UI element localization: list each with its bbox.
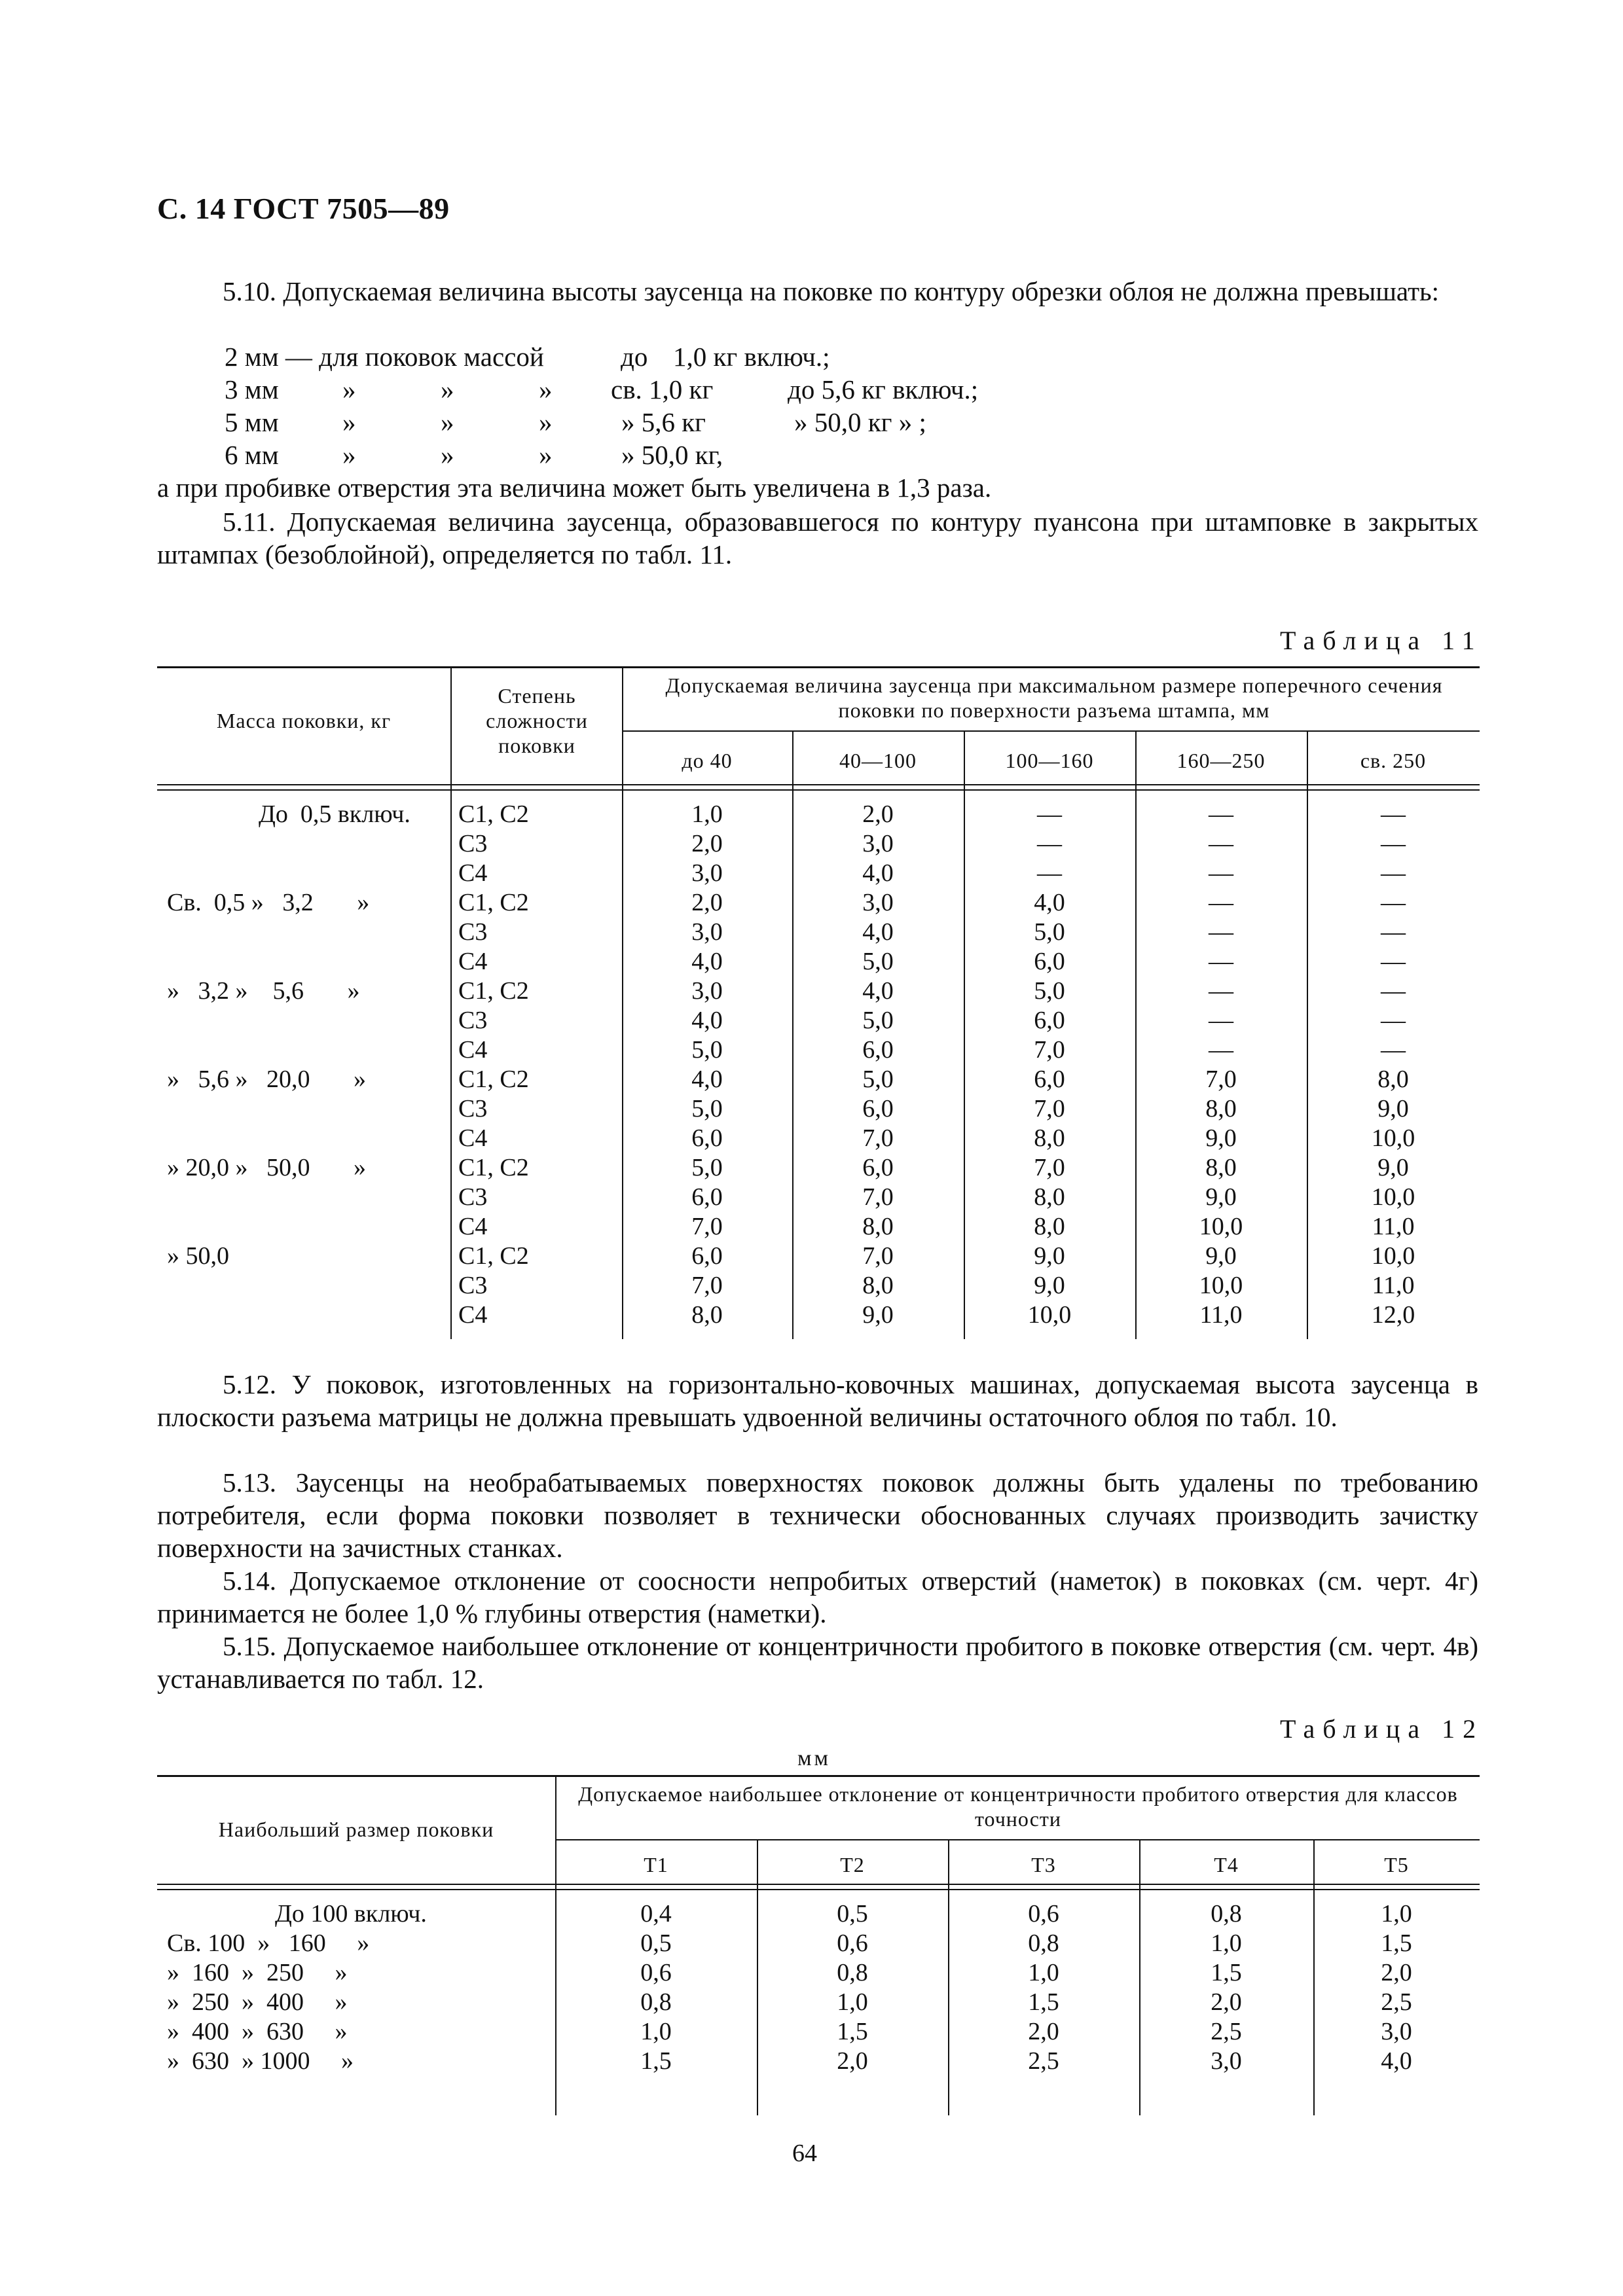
- p510-row-2-f: до 5,6 кг включ.;: [788, 374, 979, 404]
- table-11-value-cell: 9,0: [1377, 1095, 1409, 1122]
- p510-row-2-b: »: [342, 374, 356, 404]
- table-11-value-cell: —: [1381, 800, 1406, 828]
- table-11-value-cell: 4,0: [1034, 889, 1065, 916]
- table-11-degree-cell: С1, С2: [458, 1154, 529, 1181]
- table-11-value-cell: 7,0: [862, 1124, 894, 1152]
- table-11-mass-cell: Св. 0,5 » 3,2 »: [167, 889, 370, 916]
- table-12-value-cell: 1,5: [1381, 1929, 1412, 1957]
- table-11-value-cell: 6,0: [691, 1242, 723, 1270]
- table-11-value-cell: —: [1381, 889, 1406, 916]
- table-11-value-cell: 10,0: [1199, 1272, 1243, 1299]
- table-12-header-rule-b: [157, 1889, 1480, 1890]
- table-11-value-cell: 9,0: [1377, 1154, 1409, 1181]
- table-11-value-cell: 7,0: [862, 1183, 894, 1211]
- table-11-degree-cell: С4: [458, 1301, 488, 1329]
- table-12-value-cell: 0,6: [640, 1959, 672, 1986]
- table-11-value-cell: 8,0: [1205, 1095, 1237, 1122]
- p510-row-1-a: 2 мм — для поковок массой: [225, 342, 544, 372]
- table-11-value-cell: 5,0: [862, 948, 894, 975]
- table-12-size-cell: » 630 » 1000 »: [167, 2047, 354, 2075]
- table-12-value-cell: 1,5: [1211, 1959, 1242, 1986]
- table-11-value-cell: 11,0: [1372, 1272, 1415, 1299]
- page-number: 64: [792, 2140, 817, 2167]
- p510-row-2-d: »: [539, 374, 553, 404]
- p510-row-4-c: »: [441, 440, 454, 470]
- table-11-value-cell: 8,0: [1377, 1066, 1409, 1093]
- table-11-value-cell: —: [1381, 859, 1406, 887]
- table-12-value-cell: 1,0: [837, 1988, 868, 2016]
- table-11-value-cell: —: [1037, 800, 1062, 828]
- table-12-header-rule-a: [157, 1884, 1480, 1885]
- table-12-value-cell: 0,5: [837, 1900, 868, 1928]
- table-11-value-cell: 10,0: [1371, 1183, 1415, 1211]
- table-11-value-cell: 1,0: [691, 800, 723, 828]
- p510-row-4-a: 6 мм: [225, 440, 279, 470]
- table-11-value-cell: —: [1209, 918, 1233, 946]
- table-11-value-cell: —: [1209, 859, 1233, 887]
- table-11-col-mass: Масса поковки, кг: [216, 709, 392, 732]
- table-11-subcol-5: св. 250: [1360, 749, 1427, 772]
- table-12-value-cell: 1,5: [640, 2047, 672, 2075]
- table-12-value-cell: 2,0: [1381, 1959, 1412, 1986]
- table-12-value-cell: 0,8: [837, 1959, 868, 1986]
- table-11-value-cell: 3,0: [691, 859, 723, 887]
- table-11-value-cell: —: [1209, 889, 1233, 916]
- table-11-value-cell: 6,0: [1034, 1007, 1065, 1034]
- table-11-mass-cell: » 20,0 » 50,0 »: [167, 1154, 366, 1181]
- table-11-mass-cell: » 3,2 » 5,6 »: [167, 977, 360, 1005]
- table-12-size-cell: » 400 » 630 »: [167, 2018, 348, 2045]
- table-11-value-cell: —: [1381, 977, 1406, 1005]
- table-11-col-degree: Степень сложности поковки: [486, 684, 588, 757]
- table-11-value-cell: 5,0: [862, 1007, 894, 1034]
- table-11-value-cell: 6,0: [862, 1095, 894, 1122]
- table-11-degree-cell: С4: [458, 859, 488, 887]
- table-12-value-cell: 2,0: [1028, 2018, 1059, 2045]
- table-11-value-cell: 4,0: [862, 859, 894, 887]
- paragraph-5-14: 5.14. Допускаемое отклонение от соосности непробитых отверстий (наметок) в поковках (см. черт. 4г) принимается не более 1,0 % глубины отверстия (наметки).: [157, 1566, 1478, 1628]
- table-11-value-cell: 7,0: [1034, 1036, 1065, 1064]
- table-11-value-cell: 10,0: [1199, 1213, 1243, 1240]
- table-11-degree-cell: С4: [458, 1213, 488, 1240]
- p510-row-4-b: »: [342, 440, 356, 470]
- table-11-header-rule-b: [157, 789, 1480, 791]
- table-12-value-cell: 0,4: [640, 1900, 672, 1928]
- table-12-value-cell: 1,5: [1028, 1988, 1059, 2016]
- table-11-degree-cell: С3: [458, 918, 488, 946]
- table-11-mass-cell: » 50,0: [167, 1242, 229, 1270]
- table-11-degree-cell: С4: [458, 1036, 488, 1064]
- table-11-value-cell: 8,0: [1034, 1213, 1065, 1240]
- table-11-value-cell: 8,0: [1205, 1154, 1237, 1181]
- table-11-value-cell: 8,0: [1034, 1183, 1065, 1211]
- table-12-size-cell: » 160 » 250 »: [167, 1959, 348, 1986]
- table-11-value-cell: 4,0: [862, 918, 894, 946]
- p510-row-1-b: до: [621, 342, 648, 372]
- table-11-value-cell: 11,0: [1199, 1301, 1243, 1329]
- table-11-value-cell: 9,0: [1205, 1183, 1237, 1211]
- table-11-degree-cell: С3: [458, 1183, 488, 1211]
- table-12-value-cell: 0,6: [837, 1929, 868, 1957]
- table-12-value-cell: 1,0: [1028, 1959, 1059, 1986]
- table-11-value-cell: 10,0: [1027, 1301, 1072, 1329]
- table-11-value-cell: 7,0: [1205, 1066, 1237, 1093]
- table-11-value-cell: 9,0: [1034, 1272, 1065, 1299]
- p510-row-3-c: »: [441, 407, 454, 437]
- p510-row-3: [225, 406, 926, 439]
- table-11-value-cell: 3,0: [862, 830, 894, 857]
- table-11-value-cell: 9,0: [1205, 1124, 1237, 1152]
- p510-row-1: [225, 340, 830, 373]
- table-11-degree-cell: С1, С2: [458, 1066, 529, 1093]
- paragraph-5-10-intro: 5.10. Допускаемая величина высоты заусенца на поковке по контуру обрезки облоя не должна превышать:: [223, 276, 1440, 306]
- table-11-top-rule: [157, 666, 1480, 668]
- table-11-value-cell: —: [1037, 830, 1062, 857]
- table-11-value-cell: 5,0: [1034, 977, 1065, 1005]
- paragraph-5-15: 5.15. Допускаемое наибольшее отклонение от концентричности пробитого в поковке отверстия (см. черт. 4в) устанавливается по табл. 12.: [157, 1631, 1478, 1694]
- paragraph-5-13: 5.13. Заусенцы на необрабатываемых поверхностях поковок должны быть удалены по требованию потребителя, если форма поковки позволяет в технически обоснованных случаях производить зачистку поверхности на зачистных станках.: [157, 1467, 1478, 1563]
- table-11-degree-cell: С3: [458, 1095, 488, 1122]
- table-11-degree-cell: С3: [458, 1007, 488, 1034]
- table-11-value-cell: —: [1381, 1036, 1406, 1064]
- table-11-value-cell: 7,0: [691, 1272, 723, 1299]
- table-11-value-cell: 9,0: [1205, 1242, 1237, 1270]
- table-11-subcol-3: 100—160: [1005, 749, 1094, 772]
- table-12-subcol-3: Т3: [1031, 1853, 1056, 1876]
- table-12-value-cell: 1,0: [640, 2018, 672, 2045]
- table-12-value-cell: 2,5: [1028, 2047, 1059, 2075]
- table-11-value-cell: 7,0: [1034, 1154, 1065, 1181]
- table-12-value-cell: 2,0: [1211, 1988, 1242, 2016]
- table-11-value-cell: 2,0: [691, 889, 723, 916]
- table-11-value-cell: 6,0: [862, 1154, 894, 1181]
- p510-row-4-d: »: [539, 440, 553, 470]
- table-11-value-cell: 5,0: [691, 1095, 723, 1122]
- p510-row-4: [225, 439, 723, 471]
- table-11-mass-cell: » 5,6 » 20,0 »: [167, 1066, 366, 1093]
- table-12-size-cell: Св. 100 » 160 »: [167, 1929, 370, 1957]
- table-12-units: мм: [797, 1746, 831, 1770]
- table-12-top-rule: [157, 1775, 1480, 1777]
- table-11-header-rule-a: [157, 784, 1480, 785]
- table-12-value-cell: 1,0: [1381, 1900, 1412, 1928]
- table-11-value-cell: —: [1381, 918, 1406, 946]
- table-12-value-cell: 0,8: [640, 1988, 672, 2016]
- table-12-value-cell: 1,0: [1211, 1929, 1242, 1957]
- table-11-value-cell: 7,0: [1034, 1095, 1065, 1122]
- table-12-subcol-5: Т5: [1384, 1853, 1409, 1876]
- p510-row-1-c: 1,0 кг включ.;: [673, 342, 830, 372]
- table-11-value-cell: 5,0: [862, 1066, 894, 1093]
- table-11-value-cell: 3,0: [862, 889, 894, 916]
- table-12-value-cell: 2,5: [1381, 1988, 1412, 2016]
- table-11-value-cell: 4,0: [691, 1066, 723, 1093]
- table-11-degree-cell: С1, С2: [458, 1242, 529, 1270]
- table-11-value-cell: 8,0: [862, 1213, 894, 1240]
- table-12-value-cell: 4,0: [1381, 2047, 1412, 2075]
- table-12-subcol-2: Т2: [840, 1853, 865, 1876]
- table-11-value-cell: 11,0: [1372, 1213, 1415, 1240]
- table-12-col-size: Наибольший размер поковки: [218, 1818, 494, 1841]
- table-12-subcol-1: Т1: [644, 1853, 668, 1876]
- table-12-subcol-4: Т4: [1214, 1853, 1239, 1876]
- table-12-value-cell: 2,0: [837, 2047, 868, 2075]
- table-11-value-cell: 5,0: [1034, 918, 1065, 946]
- table-11-value-cell: 8,0: [691, 1301, 723, 1329]
- paragraph-5-12: 5.12. У поковок, изготовленных на горизонтально-ковочных машинах, допускаемая высота заусенца в плоскости разъема матрицы не должна превышать удвоенной величины остаточного облоя по табл. 10.: [157, 1369, 1478, 1432]
- table-11-caption: Таблица 11: [1280, 626, 1483, 655]
- table-11-subcol-2: 40—100: [839, 749, 917, 772]
- table-11-value-cell: 7,0: [691, 1213, 723, 1240]
- p510-row-4-e: » 50,0 кг,: [621, 440, 723, 470]
- table-12-value-cell: 1,5: [837, 2018, 868, 2045]
- table-12-value-cell: 0,8: [1211, 1900, 1242, 1928]
- table-11-value-cell: 2,0: [691, 830, 723, 857]
- paragraph-5-11: 5.11. Допускаемая величина заусенца, образовавшегося по контуру пуансона при штамповке в закрытых штампах (безоблойной), определяется по табл. 11.: [157, 507, 1478, 569]
- table-12-value-cell: 2,5: [1211, 2018, 1242, 2045]
- table-11-value-cell: 2,0: [862, 800, 894, 828]
- table-11-degree-cell: С1, С2: [458, 889, 529, 916]
- p510-row-3-d: »: [539, 407, 553, 437]
- table-11-value-cell: 4,0: [691, 948, 723, 975]
- table-11-value-cell: 7,0: [862, 1242, 894, 1270]
- p510-row-2-e: св. 1,0 кг: [611, 374, 714, 404]
- table-12-value-cell: 0,5: [640, 1929, 672, 1957]
- p510-row-2: [225, 373, 979, 406]
- table-11-value-cell: 3,0: [691, 918, 723, 946]
- p510-row-3-f: » 50,0 кг » ;: [794, 407, 926, 437]
- table-11-value-cell: 9,0: [862, 1301, 894, 1329]
- page-header: С. 14 ГОСТ 7505—89: [157, 192, 450, 225]
- table-11-value-cell: 9,0: [1034, 1242, 1065, 1270]
- p510-row-2-c: »: [441, 374, 454, 404]
- table-11-value-cell: 5,0: [691, 1154, 723, 1181]
- table-11-degree-cell: С4: [458, 948, 488, 975]
- table-11-value-cell: —: [1381, 948, 1406, 975]
- table-11-value-cell: 6,0: [862, 1036, 894, 1064]
- table-12-value-cell: 3,0: [1211, 2047, 1242, 2075]
- table-11-value-cell: —: [1209, 948, 1233, 975]
- table-11-value-cell: 4,0: [862, 977, 894, 1005]
- table-12-caption: Таблица 12: [1280, 1714, 1484, 1744]
- table-11-subheader-rule: [622, 730, 1480, 732]
- table-11-value-cell: 10,0: [1371, 1124, 1415, 1152]
- table-11-subcol-1: до 40: [682, 749, 733, 772]
- table-11-value-cell: —: [1381, 1007, 1406, 1034]
- table-12-subheader-rule: [555, 1839, 1480, 1840]
- table-11-value-cell: —: [1209, 1007, 1233, 1034]
- table-11-value-cell: 6,0: [1034, 948, 1065, 975]
- table-11-value-cell: —: [1381, 830, 1406, 857]
- table-12-value-cell: 0,6: [1028, 1900, 1059, 1928]
- table-11-subcol-4: 160—250: [1176, 749, 1266, 772]
- table-12-value-cell: 3,0: [1381, 2018, 1412, 2045]
- table-11-value-cell: 4,0: [691, 1007, 723, 1034]
- table-11-value-cell: 6,0: [1034, 1066, 1065, 1093]
- table-11-value-cell: 10,0: [1371, 1242, 1415, 1270]
- table-11-col-group: Допускаемая величина заусенца при максимальном размере поперечного сечения поковки по поверхности разъема штампа, мм: [665, 673, 1443, 722]
- table-11-value-cell: 8,0: [1034, 1124, 1065, 1152]
- table-12-size-cell: » 250 » 400 »: [167, 1988, 348, 2016]
- table-11-degree-cell: С4: [458, 1124, 488, 1152]
- table-12-value-cell: 0,8: [1028, 1929, 1059, 1957]
- table-11-value-cell: —: [1209, 830, 1233, 857]
- p510-tail: а при пробивке отверстия эта величина может быть увеличена в 1,3 раза.: [157, 473, 992, 503]
- table-11-vrule-1: [450, 666, 452, 1339]
- table-11-degree-cell: С3: [458, 1272, 488, 1299]
- table-11-value-cell: 6,0: [691, 1183, 723, 1211]
- table-11-value-cell: —: [1209, 800, 1233, 828]
- table-11-value-cell: 3,0: [691, 977, 723, 1005]
- table-11-degree-cell: С3: [458, 830, 488, 857]
- table-11-value-cell: 8,0: [862, 1272, 894, 1299]
- p510-row-2-a: 3 мм: [225, 374, 279, 404]
- table-11-value-cell: 5,0: [691, 1036, 723, 1064]
- table-12-size-cell: До 100 включ.: [275, 1900, 427, 1928]
- table-11-degree-cell: С1, С2: [458, 977, 529, 1005]
- p510-row-3-a: 5 мм: [225, 407, 279, 437]
- p510-row-3-b: »: [342, 407, 356, 437]
- table-11-value-cell: 12,0: [1371, 1301, 1415, 1329]
- table-11-value-cell: —: [1209, 1036, 1233, 1064]
- p510-row-3-e: » 5,6 кг: [621, 407, 706, 437]
- table-11-value-cell: 6,0: [691, 1124, 723, 1152]
- table-11-mass-cell: До 0,5 включ.: [259, 800, 410, 828]
- table-11-value-cell: —: [1209, 977, 1233, 1005]
- table-12-col-group: Допускаемое наибольшее отклонение от концентричности пробитого отверстия для классов точности: [578, 1782, 1458, 1831]
- table-11-degree-cell: С1, С2: [458, 800, 529, 828]
- table-11-value-cell: —: [1037, 859, 1062, 887]
